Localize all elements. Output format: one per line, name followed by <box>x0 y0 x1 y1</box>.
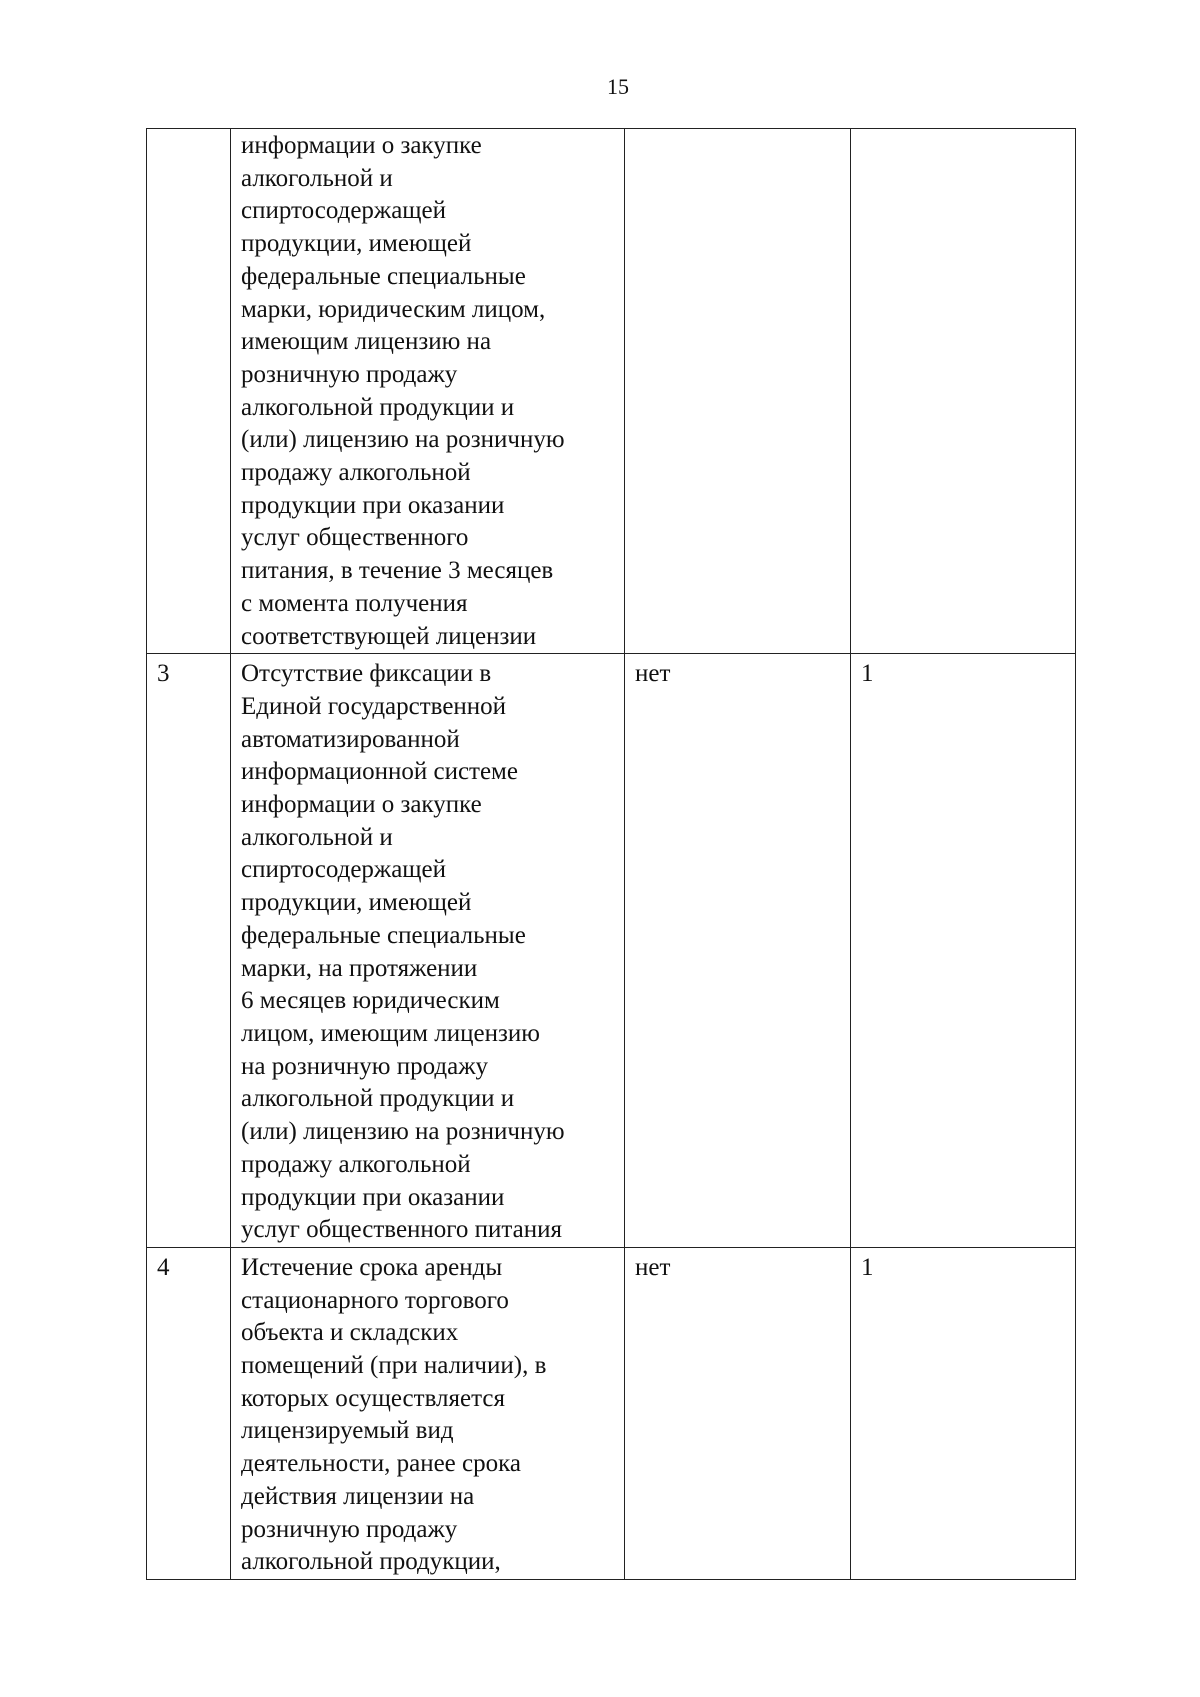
points-cell: 1 <box>851 654 1076 1248</box>
value-cell: нет <box>625 1247 851 1579</box>
criterion-line: марки, юридическим лицом, <box>241 295 546 323</box>
criterion-line: информации о закупке <box>241 791 482 819</box>
criterion-line: спиртосодержащей <box>241 856 447 884</box>
criterion-line: федеральные специальные <box>241 921 526 949</box>
criterion-line: алкогольной и <box>241 164 393 192</box>
criterion-line: продажу алкогольной <box>241 1150 471 1178</box>
criterion-line: услуг общественного <box>241 524 469 552</box>
table-row-continuation <box>147 129 1076 654</box>
criterion-line: которых осуществляется <box>241 1384 505 1412</box>
value-cell: нет <box>625 654 851 1248</box>
criterion-line: продукции при оказании <box>241 1183 505 1211</box>
table-row-3 <box>147 654 1076 1248</box>
criterion-line: продукции, имеющей <box>241 889 472 917</box>
criterion-line: услуг общественного питания <box>241 1216 563 1244</box>
points-cell <box>851 129 1076 654</box>
criterion-line: алкогольной продукции и <box>241 393 515 421</box>
criterion-cell <box>231 654 625 1248</box>
criterion-line: розничную продажу <box>241 1515 458 1543</box>
criterion-line: продажу алкогольной <box>241 459 471 487</box>
criterion-cell <box>231 129 625 654</box>
criterion-line: марки, на протяжении <box>241 954 478 982</box>
row-number-cell: 4 <box>147 1247 231 1579</box>
criterion-line: алкогольной продукции и <box>241 1085 515 1113</box>
criterion-line: действия лицензии на <box>241 1482 475 1510</box>
points-cell: 1 <box>851 1247 1076 1579</box>
criterion-line: лицензируемый вид <box>241 1417 454 1445</box>
criterion-line: 6 месяцев юридическим <box>241 987 500 1015</box>
row-number-cell: 3 <box>147 654 231 1248</box>
table-row-4 <box>147 1247 1076 1579</box>
criterion-line: спиртосодержащей <box>241 197 447 225</box>
criteria-table <box>146 128 1076 1580</box>
criterion-line: продукции, имеющей <box>241 230 472 258</box>
criterion-line: розничную продажу <box>241 360 458 388</box>
row-number-cell <box>147 129 231 654</box>
criteria-table-body <box>147 129 1076 1580</box>
value-cell <box>625 129 851 654</box>
criterion-line: соответствующей лицензии <box>241 622 537 650</box>
criterion-line: питания, в течение 3 месяцев <box>241 557 554 585</box>
criterion-line: стационарного торгового <box>241 1286 509 1314</box>
criterion-line: информации о закупке <box>241 132 482 159</box>
criterion-line: (или) лицензию на розничную <box>241 426 565 454</box>
criterion-line: алкогольной и <box>241 823 393 851</box>
criterion-line: лицом, имеющим лицензию <box>241 1019 540 1047</box>
criterion-cell <box>231 1247 625 1579</box>
criterion-line: с момента получения <box>241 589 468 617</box>
criterion-line: деятельности, ранее срока <box>241 1450 521 1478</box>
criterion-line: на розничную продажу <box>241 1052 488 1080</box>
criterion-line: алкогольной продукции, <box>241 1548 501 1576</box>
criterion-line: информационной системе <box>241 758 518 786</box>
criterion-line: имеющим лицензию на <box>241 328 492 356</box>
criterion-line: объекта и складских <box>241 1319 459 1347</box>
criterion-line: продукции при оказании <box>241 491 505 519</box>
criterion-line: Отсутствие фиксации в <box>241 660 492 688</box>
page-number: 15 <box>607 74 629 99</box>
criterion-line: Единой государственной <box>241 692 507 720</box>
criterion-line: автоматизированной <box>241 725 460 753</box>
criterion-line: (или) лицензию на розничную <box>241 1118 565 1146</box>
criterion-line: Истечение срока аренды <box>241 1253 503 1281</box>
criterion-line: помещений (при наличии), в <box>241 1352 547 1380</box>
criterion-line: федеральные специальные <box>241 262 526 290</box>
